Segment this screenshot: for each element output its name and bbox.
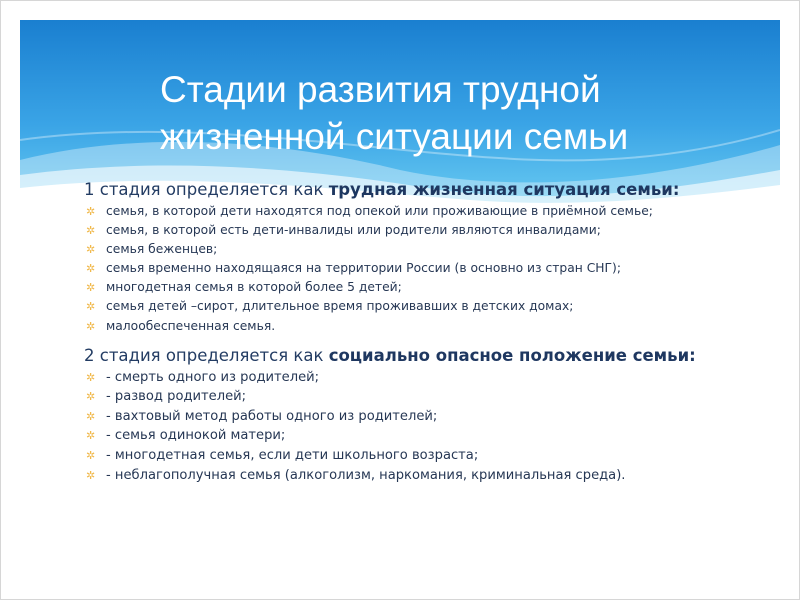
stage-1-list: [84, 202, 734, 336]
list-item-text: - многодетная семья, если дети школьного возраста;: [106, 448, 479, 464]
asterisk-bullet-icon: ✲: [86, 205, 96, 218]
stage-2-emphasis: социально опасное положение семьи:: [328, 345, 696, 365]
list-item-text: многодетная семья в которой более 5 детей;: [106, 280, 402, 295]
stage-2-heading: [84, 346, 734, 366]
list-item: [84, 426, 734, 446]
list-item-text: семья детей –сирот, длительное время проживавших в детских домах;: [106, 299, 574, 314]
list-item-text: малообеспеченная семья.: [106, 318, 276, 333]
list-item-text: семья временно находящаяся на территории России (в основно из стран СНГ);: [106, 261, 621, 276]
stage-1-heading: [84, 180, 734, 200]
list-item: [84, 221, 734, 240]
list-item-text: семья, в которой дети находятся под опекой или проживающие в приёмной семье;: [106, 204, 653, 218]
stage-1-emphasis: трудная жизненная ситуация семьи:: [328, 180, 680, 199]
slide-content: [84, 180, 734, 491]
asterisk-bullet-icon: ✲: [86, 429, 96, 443]
list-item: [84, 259, 734, 278]
stage-2-lead: 2 стадия определяется как: [84, 345, 329, 365]
list-item: [84, 466, 734, 486]
list-item-text: - вахтовый метод работы одного из родителей;: [106, 408, 438, 424]
asterisk-bullet-icon: ✲: [86, 300, 96, 314]
list-item: [84, 202, 734, 221]
list-item: [84, 278, 734, 297]
list-item: [84, 240, 734, 259]
asterisk-bullet-icon: ✲: [86, 319, 96, 333]
list-item: [84, 407, 734, 427]
title-line-1: Стадии развития трудной: [160, 69, 601, 110]
stage-2-section: [84, 346, 734, 486]
list-item: [84, 368, 734, 388]
asterisk-bullet-icon: ✲: [86, 409, 96, 423]
asterisk-bullet-icon: ✲: [86, 370, 96, 384]
asterisk-bullet-icon: ✲: [86, 224, 96, 238]
list-item: [84, 297, 734, 316]
stage-2-list: [84, 368, 734, 486]
title-line-2: жизненной ситуации семьи: [160, 116, 629, 157]
page-title: [160, 66, 720, 160]
list-item-text: семья беженцев;: [106, 242, 218, 257]
list-item-text: семья, в которой есть дети-инвалиды или родители являются инвалидами;: [106, 223, 601, 238]
asterisk-bullet-icon: ✲: [86, 281, 96, 295]
asterisk-bullet-icon: ✲: [86, 243, 96, 257]
list-item-text: - неблагополучная семья (алкоголизм, наркомания, криминальная среда).: [106, 467, 626, 483]
list-item: [84, 317, 734, 336]
stage-1-lead: 1 стадия определяется как: [84, 180, 329, 199]
list-item-text: - смерть одного из родителей;: [106, 369, 320, 385]
list-item-text: - семья одинокой матери;: [106, 428, 286, 444]
asterisk-bullet-icon: ✲: [86, 468, 96, 482]
asterisk-bullet-icon: ✲: [86, 262, 96, 276]
asterisk-bullet-icon: ✲: [86, 449, 96, 463]
asterisk-bullet-icon: ✲: [86, 390, 96, 404]
stage-1-section: [84, 180, 734, 336]
list-item-text: - развод родителей;: [106, 389, 247, 405]
list-item: [84, 387, 734, 407]
list-item: [84, 446, 734, 466]
